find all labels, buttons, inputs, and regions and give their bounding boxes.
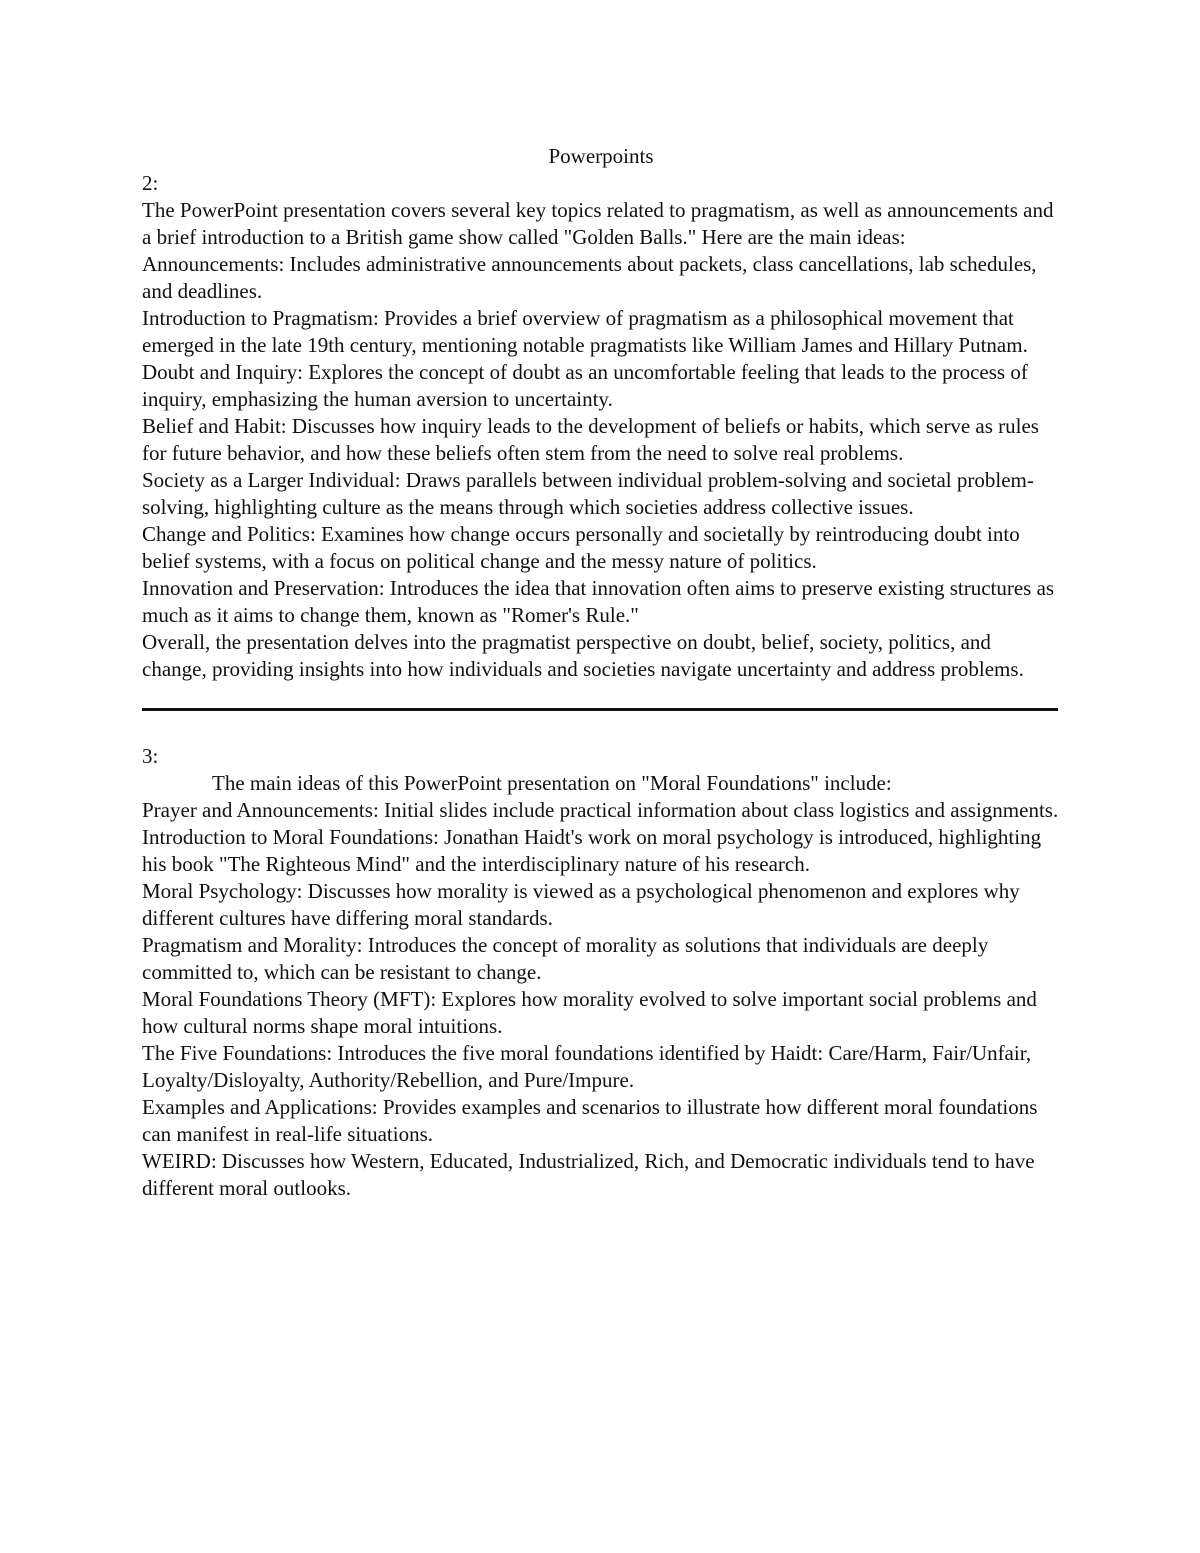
- document-title: Powerpoints: [548, 144, 654, 168]
- section-3-point-five-foundations: The Five Foundations: Introduces the five moral foundations identified by Haidt: Care/Harm, Fair/Unfair, Loyalty/Disloyalty, Authority/Rebellion, and Pure/Impure.: [142, 1041, 1032, 1092]
- section-3-point-mft: Moral Foundations Theory (MFT): Explores how morality evolved to solve important social problems and how cultural norms shape moral intuitions.: [142, 987, 1037, 1038]
- section-3-point-pragmatism-and-morality: Pragmatism and Morality: Introduces the concept of morality as solutions that individuals are deeply committed to, which can be resistant to change.: [142, 933, 989, 984]
- section-2-number: 2:: [142, 171, 159, 195]
- document-body: [142, 143, 1060, 1202]
- section-2-intro: The PowerPoint presentation covers several key topics related to pragmatism, as well as announcements and a brief introduction to a British game show called "Golden Balls." Here are the main ideas:: [142, 198, 1054, 249]
- section-2-point-change-and-politics: Change and Politics: Examines how change occurs personally and societally by reintroducing doubt into belief systems, with a focus on political change and the messy nature of politics.: [142, 522, 1020, 573]
- section-3-point-moral-psychology: Moral Psychology: Discusses how morality is viewed as a psychological phenomenon and explores why different cultures have differing moral standards.: [142, 879, 1020, 930]
- section-3-point-weird: WEIRD: Discusses how Western, Educated, Industrialized, Rich, and Democratic individuals tend to have different moral outlooks.: [142, 1149, 1035, 1200]
- section-2-point-announcements: Announcements: Includes administrative announcements about packets, class cancellations, lab schedules, and deadlines.: [142, 252, 1037, 303]
- section-3-intro: The main ideas of this PowerPoint presentation on "Moral Foundations" include:: [212, 771, 892, 795]
- divider-spacer: [142, 711, 1060, 743]
- section-2-point-innovation: Innovation and Preservation: Introduces the idea that innovation often aims to preserve existing structures as much as it aims to change them, known as "Romer's Rule.": [142, 576, 1055, 627]
- section-2-point-belief-and-habit: Belief and Habit: Discusses how inquiry leads to the development of beliefs or habits, which serve as rules for future behavior, and how these beliefs often stem from the need to solve real problems.: [142, 414, 1039, 465]
- section-3-point-prayer: Prayer and Announcements: Initial slides include practical information about class logistics and assignments.: [142, 798, 1059, 822]
- section-2-point-introduction-to-pragmatism: Introduction to Pragmatism: Provides a brief overview of pragmatism as a philosophical movement that emerged in the late 19th century, mentioning notable pragmatists like William James and Hillary Putnam.: [142, 306, 1028, 357]
- section-2-point-society: Society as a Larger Individual: Draws parallels between individual problem-solving and societal problem-solving, highlighting culture as the means through which societies address collective issues.: [142, 468, 1034, 519]
- section-2-point-doubt-and-inquiry: Doubt and Inquiry: Explores the concept of doubt as an uncomfortable feeling that leads to the process of inquiry, emphasizing the human aversion to uncertainty.: [142, 360, 1028, 411]
- section-3-point-examples: Examples and Applications: Provides examples and scenarios to illustrate how different moral foundations can manifest in real-life situations.: [142, 1095, 1038, 1146]
- section-3-point-introduction: Introduction to Moral Foundations: Jonathan Haidt's work on moral psychology is introduced, highlighting his book "The Righteous Mind" and the interdisciplinary nature of his research.: [142, 825, 1042, 876]
- section-2-summary: Overall, the presentation delves into the pragmatist perspective on doubt, belief, society, politics, and change, providing insights into how individuals and societies navigate uncertainty and address problems.: [142, 630, 1024, 681]
- section-3-number: 3:: [142, 744, 159, 768]
